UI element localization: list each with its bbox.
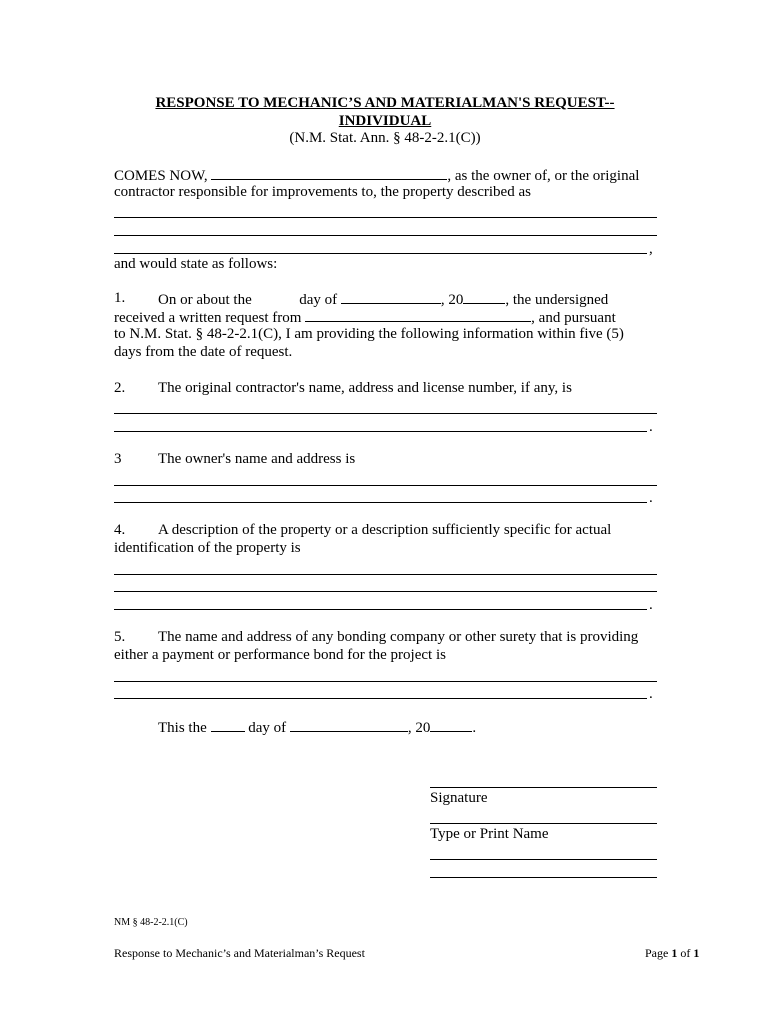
item5-answer-line-1[interactable] (114, 681, 657, 682)
item1-year-blank[interactable] (463, 290, 505, 304)
dated-year-blank[interactable] (430, 718, 472, 732)
item1-line1 (158, 290, 608, 309)
dated-line (158, 718, 476, 737)
item3-number: 3 (114, 451, 122, 467)
item1-statute-line: to N.M. Stat. § 48-2-2.1(C), I am providing the following information within five (5) (114, 326, 624, 342)
footer-document-title: Response to Mechanic’s and Materialman’s Request (114, 946, 365, 960)
item1-month-blank[interactable] (341, 290, 441, 304)
owner-name-blank[interactable] (211, 166, 447, 180)
item5-answer-line-2[interactable] (114, 698, 647, 699)
address-line-2[interactable] (430, 877, 657, 878)
item5-text-line1: The name and address of any bonding company or other surety that is providing (158, 629, 639, 645)
item1-on-or-about: On or about the (158, 292, 252, 308)
item1-requester-blank[interactable] (305, 308, 531, 322)
comes-now-text: COMES NOW, (114, 168, 208, 184)
item4-answer-line-2[interactable] (114, 591, 657, 592)
print-name-label: Type or Print Name (430, 826, 549, 842)
owner-clause-text: , as the owner of, or the original (447, 168, 640, 184)
address-line-1[interactable] (430, 859, 657, 860)
dated-month-blank[interactable] (290, 718, 408, 732)
item5-number: 5. (114, 629, 126, 645)
item1-day-of: day of (299, 292, 338, 308)
item4-text-line2: identification of the property is (114, 540, 301, 556)
item1-days-line: days from the date of request. (114, 344, 293, 360)
footer-page-number (645, 946, 699, 960)
item2-text: The original contractor's name, address and license number, if any, is (158, 380, 572, 396)
property-description-comma: , (649, 241, 653, 257)
footer-page-word: Page (645, 946, 669, 960)
intro-line1 (114, 166, 639, 185)
item3-answer-line-1[interactable] (114, 485, 657, 486)
item1-and-pursuant: , and pursuant (531, 310, 616, 326)
item2-answer-line-2[interactable] (114, 431, 647, 432)
footer-statute-code: NM § 48-2-2.1(C) (114, 917, 188, 928)
footer-page-current: 1 (671, 946, 678, 960)
contractor-clause-text: contractor responsible for improvements to, the property described as (114, 184, 531, 200)
item4-answer-line-3[interactable] (114, 609, 647, 610)
dated-period: . (472, 720, 477, 736)
item1-undersigned: , the undersigned (505, 292, 609, 308)
state-as-follows-text: and would state as follows: (114, 256, 278, 272)
footer-page-total: 1 (693, 946, 700, 960)
item3-period: . (649, 490, 653, 506)
item3-text: The owner's name and address is (158, 451, 356, 467)
statute-citation: (N.M. Stat. Ann. § 48-2-2.1(C)) (289, 130, 481, 146)
property-description-line-3[interactable] (114, 253, 647, 254)
footer-page-of: of (680, 946, 691, 960)
item1-number: 1. (114, 290, 126, 306)
print-name-line[interactable] (430, 823, 657, 824)
document-title-line2: INDIVIDUAL (338, 113, 432, 129)
item1-received-from: received a written request from (114, 310, 302, 326)
item4-answer-line-1[interactable] (114, 574, 657, 575)
item4-period: . (649, 597, 653, 613)
item4-number: 4. (114, 522, 126, 538)
property-description-line-1[interactable] (114, 217, 657, 218)
item3-answer-line-2[interactable] (114, 502, 647, 503)
dated-day-blank[interactable] (211, 718, 245, 732)
property-description-line-2[interactable] (114, 235, 657, 236)
dated-this-the: This the (158, 720, 207, 736)
item1-year-prefix: , 20 (440, 292, 464, 308)
item2-answer-line-1[interactable] (114, 413, 657, 414)
document-title-line1: RESPONSE TO MECHANIC’S AND MATERIALMAN'S REQUEST-- (155, 95, 615, 111)
dated-year-prefix: , 20 (407, 720, 431, 736)
signature-label: Signature (430, 790, 488, 806)
signature-line[interactable] (430, 787, 657, 788)
dated-day-of: day of (248, 720, 287, 736)
item5-text-line2: either a payment or performance bond for the project is (114, 647, 446, 663)
item5-period: . (649, 686, 653, 702)
item2-number: 2. (114, 380, 126, 396)
item2-period: . (649, 419, 653, 435)
item4-text-line1: A description of the property or a description sufficiently specific for actual (158, 522, 612, 538)
item1-line2 (114, 308, 616, 327)
